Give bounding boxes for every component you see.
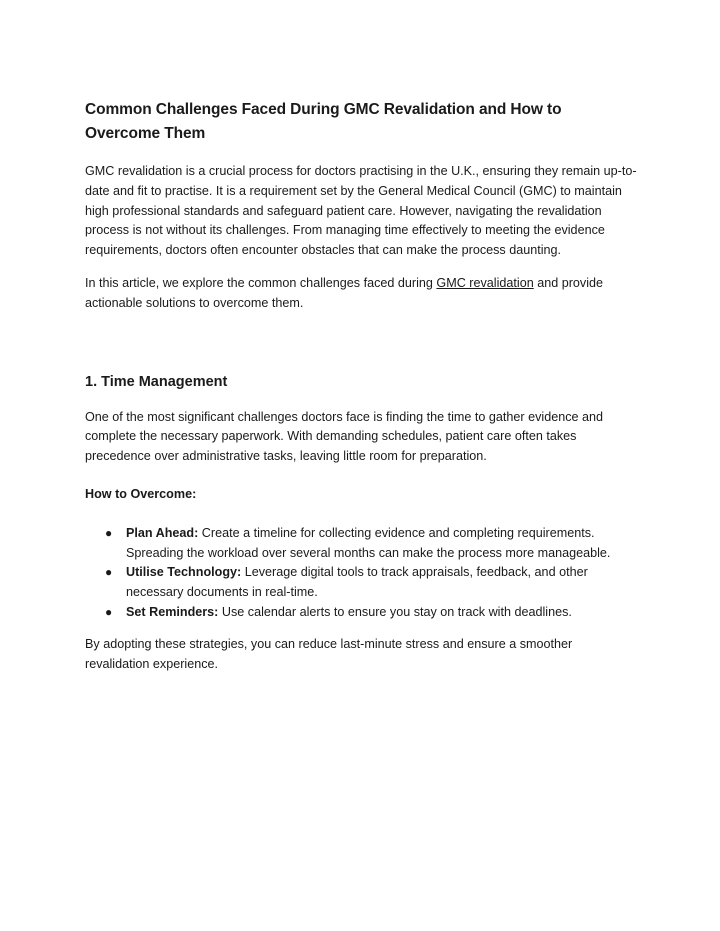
closing-paragraph: By adopting these strategies, you can reduce last-minute stress and ensure a smoother revalidation experience. (85, 636, 573, 671)
tip-text: Leverage digital tools to track appraisals, feedback, and other necessary documents in real-time. (126, 565, 588, 600)
section-body-paragraph: One of the most significant challenges doctors face is finding the time to gather evidence and complete the necessary paperwork. With demanding schedules, patient care often takes precedence over administrative tasks, leaving little room for preparation. (85, 409, 604, 464)
list-item (85, 524, 640, 564)
article-intro-paragraph (85, 274, 640, 314)
list-item (85, 563, 640, 603)
bullet-icon: ● (105, 565, 113, 580)
document-title: Common Challenges Faced During GMC Revalidation and How to Overcome Them (85, 101, 562, 142)
tip-lead: Set Reminders: (126, 604, 219, 619)
article-intro-after-link: and provide actionable solutions to overcome them. (85, 275, 604, 310)
tip-text: Use calendar alerts to ensure you stay on track with deadlines. (218, 604, 572, 619)
section-heading-time-management: 1. Time Management (85, 373, 228, 390)
intro-paragraph: GMC revalidation is a crucial process for doctors practising in the U.K., ensuring they remain up-to-date and fit to practise. It is a requirement set by the General Medical Council (GMC) to maintain high professional standards and safeguard patient care. However, navigating the revalidation process is not without its challenges. From managing time effectively to meeting the evidence requirements, doctors often encounter obstacles that can make the process daunting. (85, 164, 637, 258)
tip-lead: Plan Ahead: (126, 525, 199, 540)
bullet-icon: ● (105, 604, 113, 619)
list-item (85, 603, 640, 623)
article-intro-before-link: In this article, we explore the common challenges faced during (85, 275, 437, 290)
tips-list (85, 524, 640, 623)
how-to-overcome-label: How to Overcome: (85, 486, 197, 501)
tip-lead: Utilise Technology: (126, 565, 242, 580)
bullet-icon: ● (105, 525, 113, 540)
tip-text: Create a timeline for collecting evidence and completing requirements. Spreading the workload over several months can make the process more manageable. (126, 525, 611, 560)
document-page (85, 98, 640, 674)
gmc-revalidation-link[interactable]: GMC revalidation (436, 275, 534, 290)
